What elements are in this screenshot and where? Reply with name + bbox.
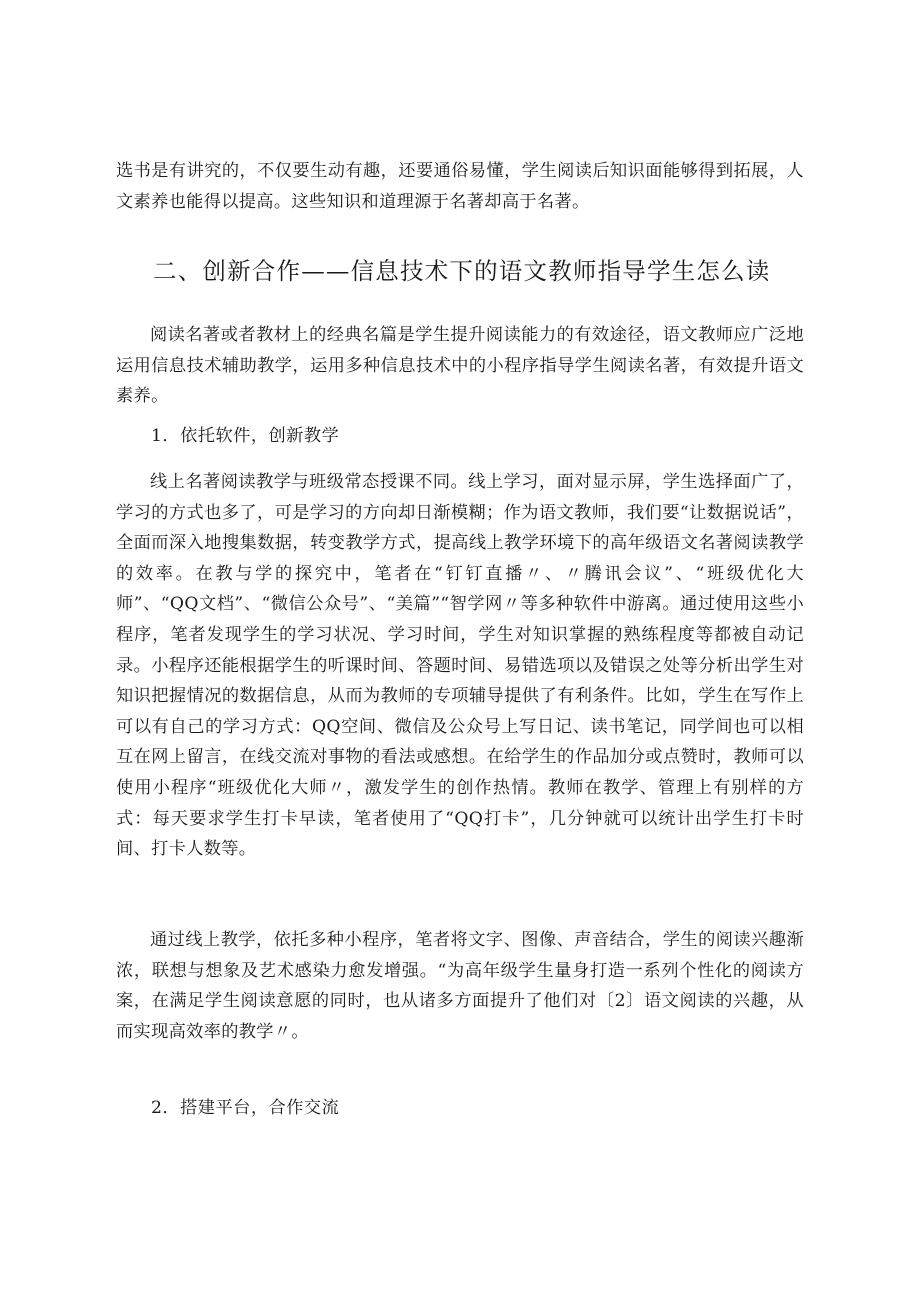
subheading-2: 2．搭建平台，合作交流 [151,1098,340,1118]
subheading-1: 1．依托软件，创新教学 [151,426,340,446]
online-teaching-paragraph: 线上名著阅读教学与班级常态授课不同。线上学习，面对显示屏，学生选择面广了，学习的方式也多了，可是学习的方向却日渐模糊；作为语文教师，我们要“让数据说话”，全面而深入地搜集数据，转变教学方式，提高线上教学环境下的高年级语文名著阅读教学的效率。在教与学的探究中，笔者在“钉钉直播〃、〃腾讯会议”、“班级优化大师”、“QQ文档”、“微信公众号”、“美篇”“智学网〃等多种软件中游离。通过使用这些小程序，笔者发现学生的学习状况、学习时间，学生对知识掌握的熟练程度等都被自动记录。小程序还能根据学生的听课时间、答题时间、易错选项以及错误之处等分析出学生对知识把握情况的数据信息，从而为教师的专项辅导提供了有利条件。比如，学生在写作上可以有自己的学习方式：QQ空间、微信及公众号上写日记、读书笔记，同学间也可以相互在网上留言，在线交流对事物的看法或感想。在给学生的作品加分或点赞时，教师可以使用小程序“班级优化大师〃，激发学生的创作热情。教师在教学、管理上有别样的方式：每天要求学生打卡早读，笔者使用了“QQ打卡”，几分钟就可以统计出学生打卡时间、打卡人数等。 [116,472,804,860]
section-intro-paragraph: 阅读名著或者教材上的经典名篇是学生提升阅读能力的有效途径，语文教师应广泛地运用信息技术辅助教学，运用多种信息技术中的小程序指导学生阅读名著，有效提升语文素养。 [116,325,804,407]
summary-paragraph: 通过线上教学，依托多种小程序，笔者将文字、图像、声音结合，学生的阅读兴趣渐浓，联想与想象及艺术感染力愈发增强。“为高年级学生量身打造一系列个性化的阅读方案，在满足学生阅读意愿的同时，也从诸多方面提升了他们对〔2〕语文阅读的兴趣，从而实现高效率的教学〃。 [116,930,804,1042]
section-heading: 二、创新合作——信息技术下的语文教师指导学生怎么读 [153,257,771,285]
intro-paragraph: 选书是有讲究的，不仅要生动有趣，还要通俗易懂，学生阅读后知识面能够得到拓展，人文素养也能得以提高。这些知识和道理源于名著却高于名著。 [116,161,804,212]
